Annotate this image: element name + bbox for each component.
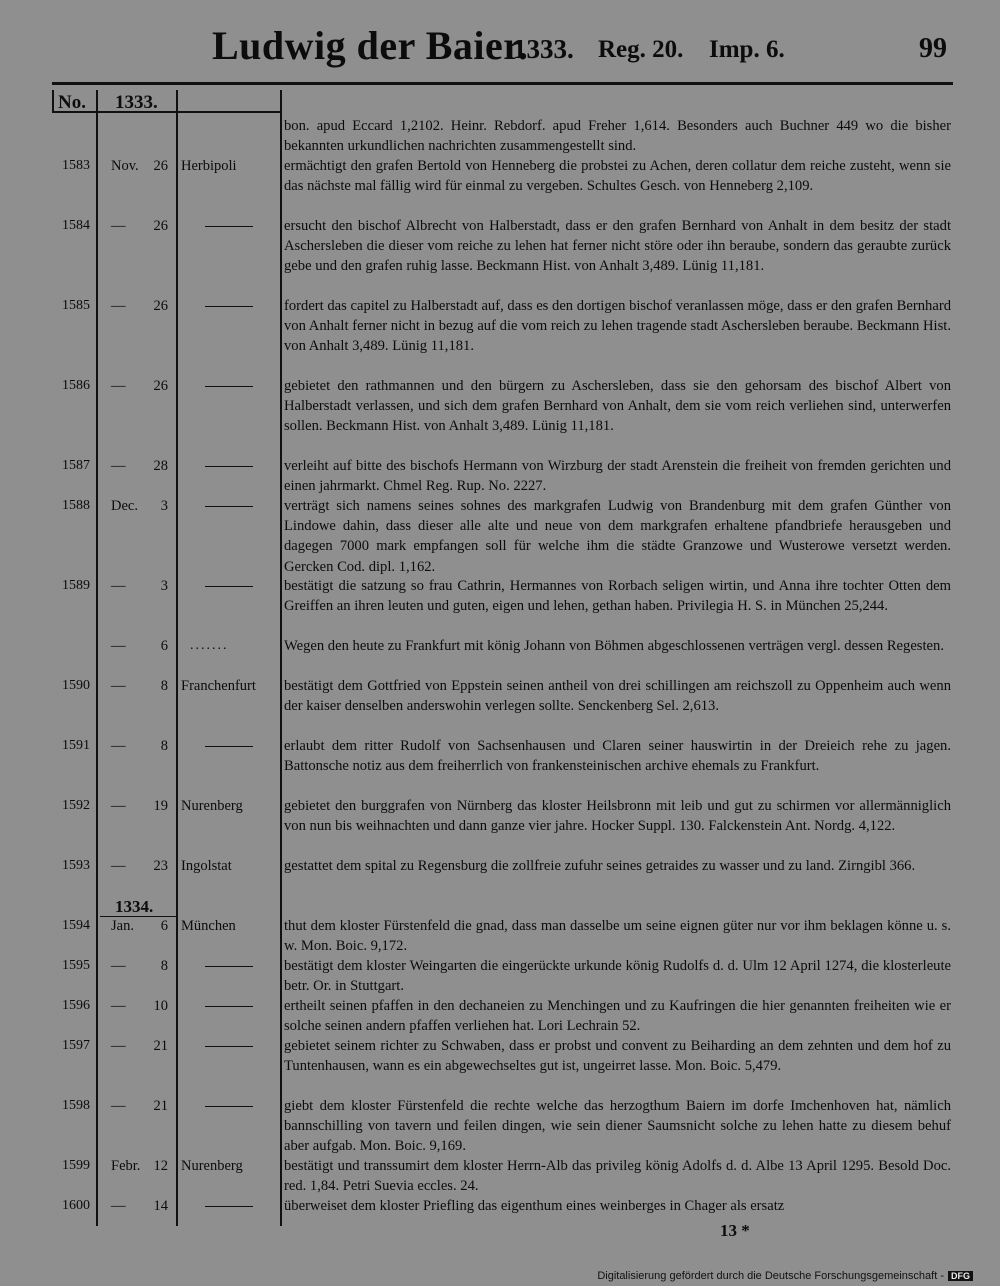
column-divider-3 — [280, 90, 282, 1226]
entry-month: Febr. — [111, 1158, 141, 1174]
entry-day: 21 — [153, 1038, 168, 1054]
entry-text: überweiset dem kloster Priefling das eigenthum eines weinberges in Chager als ersatz — [284, 1198, 785, 1214]
entry-text: ertheilt seinen pfaffen in den dechaneien zu Menchingen und zu Kaufringen die hier genannten freiheiten wie er solche seinen andern pfaffen verliehen hat. Lori Lechrain 52. — [284, 998, 951, 1035]
entry-month: — — [111, 958, 126, 974]
table-border-left — [52, 90, 54, 112]
entry-day: 3 — [160, 498, 168, 514]
entry-day: 26 — [153, 158, 168, 174]
place-ditto-rule — [205, 1046, 253, 1047]
entry-text: verleiht auf bitte des bischofs Hermann von Wirzburg der stadt Arenstein die freiheit von fremden gerichten und einen jahrmarkt. Chmel Reg. Rup. No. 2227. — [284, 458, 951, 495]
entry-text: bestätigt dem Gottfried von Eppstein seinen antheil von drei schillingen am reichszoll zu Oppenheim auch wenn der kaiser denselben anderswohin verlegen sollte. Senckenberg Sel. 2,613. — [284, 678, 951, 715]
entry-month: — — [111, 578, 126, 594]
entry-number: 1598 — [62, 1098, 90, 1113]
entry-number: 1592 — [62, 798, 90, 813]
entry-place: Franchenfurt — [181, 678, 256, 694]
entry-month: — — [111, 738, 126, 754]
entry-text: verträgt sich namens seines sohnes des markgrafen Ludwig von Brandenburg mit dem grafen Günther von Lindowe dahin, dass dieser alle alte und neue von dem markgrafen erhaltene pfandbriefe herausgeben und dagegen 7000 mark empfangen soll für welche ihm die städte Granzowe und Wusterowe versetzt werden. Gercken Cod. dipl. 1,162. — [284, 498, 951, 575]
column-divider-1 — [96, 90, 98, 1226]
entry-text: bon. apud Eccard 1,2102. Heinr. Rebdorf. apud Freher 1,614. Besonders auch Buchner 449 wo die bisher bekannten urkundlichen nachrichten zusammengestellt sind. — [284, 118, 951, 155]
entry-day: 10 — [153, 998, 168, 1014]
signature-mark: 13 * — [720, 1221, 750, 1240]
footer — [597, 1270, 973, 1282]
column-header-no: No. — [58, 92, 86, 113]
entry-number: 1595 — [62, 958, 90, 973]
place-ditto-rule — [205, 1106, 253, 1107]
place-ditto-rule — [205, 306, 253, 307]
entry-place: Ingolstat — [181, 858, 232, 874]
entry-month: — — [111, 638, 126, 654]
entry-text: gestattet dem spital zu Regensburg die zollfreie zufuhr seines getraides zu wasser und zu land. Zirngibl 366. — [284, 858, 916, 874]
entry-month: — — [111, 458, 126, 474]
entry-number: 1590 — [62, 678, 90, 693]
entry-month: — — [111, 1038, 126, 1054]
place-ditto-rule — [205, 966, 253, 967]
entry-month: — — [111, 298, 126, 314]
entry-text: bestätigt und transsumirt dem kloster Herrn-Alb das privileg könig Adolfs d. d. Albe 13 April 1295. Besold Doc. red. 1,84. Petri Suevia eccles. 24. — [284, 1158, 951, 1195]
entry-place: München — [181, 918, 236, 934]
entry-day: 14 — [153, 1198, 168, 1214]
place-ditto-rule — [205, 506, 253, 507]
entry-number: 1593 — [62, 858, 90, 873]
entry-day: 8 — [160, 678, 168, 694]
entry-number: 1584 — [62, 218, 90, 233]
entry-place: ....... — [190, 638, 229, 653]
entry-day: 8 — [160, 738, 168, 754]
entry-number: 1596 — [62, 998, 90, 1013]
entry-month: — — [111, 218, 126, 234]
entry-month: — — [111, 798, 126, 814]
entry-number: 1599 — [62, 1158, 90, 1173]
place-ditto-rule — [205, 1206, 253, 1207]
entry-text: ersucht den bischof Albrecht von Halberstadt, dass er den grafen Bernhard von Anhalt in dem besitz der stadt Aschersleben die dieser vom reiche zu lehen hat ferner nicht störe oder ihn beraube, sondern das geraubte zurück gebe und den grafen ruhig lasse. Beckmann Hist. von Anhalt 3,489. Lünig 11,181. — [284, 218, 951, 275]
footer-text: Digitalisierung gefördert durch die Deutsche Forschungsgemeinschaft - — [597, 1270, 944, 1282]
entry-text: gebietet den burggrafen von Nürnberg das kloster Heilsbronn mit leib und gut zu schirmen vor allermänniglich von nun bis weihnachten und dann ganze vier jahre. Hocker Suppl. 130. Falckenstein Ant. Nordg. 4,122. — [284, 798, 951, 835]
column-header-rule — [52, 111, 280, 113]
place-ditto-rule — [205, 746, 253, 747]
entry-month: Nov. — [111, 158, 139, 174]
page-number: 99 — [919, 33, 947, 64]
entry-number: 1585 — [62, 298, 90, 313]
page-header — [0, 0, 1000, 90]
place-ditto-rule — [205, 386, 253, 387]
header-year: 1333. — [513, 34, 574, 64]
entry-text: thut dem kloster Fürstenfeld die gnad, dass man dasselbe um seine eignen güter nur vor ihm beklagen könne u. s. w. Mon. Boic. 9,172. — [284, 918, 951, 955]
entry-number: 1588 — [62, 498, 90, 513]
entry-text: gebietet seinem richter zu Schwaben, dass er probst und convent zu Beiharding an dem zehnten und dem hof zu Tuntenhausen, wann es ein abgewechseltes gut ist, ungeirret lasse. Mon. Boic. 5,479. — [284, 1038, 951, 1075]
entry-day: 21 — [153, 1098, 168, 1114]
entry-month: — — [111, 1098, 126, 1114]
place-ditto-rule — [205, 466, 253, 467]
entry-day: 12 — [153, 1158, 168, 1174]
entry-place: Nurenberg — [181, 798, 243, 814]
entry-day: 26 — [153, 218, 168, 234]
entry-month: — — [111, 998, 126, 1014]
entry-number: 1591 — [62, 738, 90, 753]
entry-number: 1587 — [62, 458, 90, 473]
entry-text: Wegen den heute zu Frankfurt mit könig Johann von Böhmen abgeschlossenen verträgen vergl. dessen Regesten. — [284, 638, 944, 654]
entry-day: 3 — [160, 578, 168, 594]
entry-text: gebietet den rathmannen und den bürgern zu Aschersleben, dass sie den gehorsam des bischof Albert von Halberstadt verlassen, und sich dem grafen Bernhard von Anhalt, dem sie vom reich verliehen sind, unterwerfen sollen. Beckmann Hist. von Anhalt 3,489. Lünig 11,181. — [284, 378, 951, 435]
header-rule — [52, 82, 953, 85]
entry-day: 6 — [160, 918, 168, 934]
entry-month: Dec. — [111, 498, 138, 514]
entry-text: erlaubt dem ritter Rudolf von Sachsenhausen und Claren seiner hauswirtin in der Dreieich rehe zu jagen. Battonsche notiz aus dem freiherrlich von frankensteinischen archive ehemals zu Frankfurt. — [284, 738, 951, 775]
entry-text: ermächtigt den grafen Bertold von Henneberg die probstei zu Achen, deren collatur dem reiche zusteht, wenn sie das nächste mal fällig wird für einmal zu vergeben. Schultes Gesch. von Henneberg 2,109. — [284, 158, 951, 195]
entry-day: 6 — [160, 638, 168, 654]
entry-number: 1594 — [62, 918, 90, 933]
entry-day: 8 — [160, 958, 168, 974]
entry-text: fordert das capitel zu Halberstadt auf, dass es den dortigen bischof veranlassen möge, dass er den grafen Bernhard von Anhalt ferner nicht in bezug auf die vom reich zu lehen tragende stadt Aschersleben beraube. Beckmann Hist. von Anhalt 3,489. Lünig 11,181. — [284, 298, 951, 355]
header-imp: Imp. 6. — [709, 36, 785, 63]
dfg-logo: DFG — [948, 1271, 973, 1281]
entry-text: bestätigt dem kloster Weingarten die eingerückte urkunde könig Rudolfs d. d. Ulm 12 April 1274, die klosterleute betr. Or. in Stuttgart. — [284, 958, 951, 995]
entry-day: 19 — [153, 798, 168, 814]
place-ditto-rule — [205, 1006, 253, 1007]
year-subheading: 1334. — [115, 897, 154, 916]
place-ditto-rule — [205, 586, 253, 587]
entry-month: Jan. — [111, 918, 134, 934]
header-title: Ludwig der Baier. — [212, 23, 529, 68]
entry-day: 26 — [153, 298, 168, 314]
header-reg: Reg. 20. — [598, 36, 684, 63]
entry-text: bestätigt die satzung so frau Cathrin, Hermannes von Rorbach seligen wirtin, und Anna ihre tochter Otten dem Greiffen an ihren leuten und guten, eigen und lehen, gethan haben. Privilegia H. S. in München 25,244. — [284, 578, 951, 615]
entry-number: 1589 — [62, 578, 90, 593]
column-header-year: 1333. — [115, 92, 158, 113]
entry-day: 26 — [153, 378, 168, 394]
entry-number: 1600 — [62, 1198, 90, 1213]
entry-number: 1583 — [62, 158, 90, 173]
entry-place: Herbipoli — [181, 158, 237, 174]
entry-month: — — [111, 378, 126, 394]
entry-number: 1597 — [62, 1038, 90, 1053]
entry-day: 23 — [153, 858, 168, 874]
entry-month: — — [111, 678, 126, 694]
column-divider-2 — [176, 90, 178, 1226]
entry-month: — — [111, 1198, 126, 1214]
entry-place: Nurenberg — [181, 1158, 243, 1174]
entry-day: 28 — [153, 458, 168, 474]
entry-month: — — [111, 858, 126, 874]
place-ditto-rule — [205, 226, 253, 227]
entry-number: 1586 — [62, 378, 90, 393]
entry-text: giebt dem kloster Fürstenfeld die rechte welche das herzogthum Baiern im dorfe Imchenhoven hat, nämlich bannschilling von tavern und feilen dingen, wie sein diener Saumsnicht solche zu lehen hatte zu diesem behuf aber aufgab. Mon. Boic. 9,169. — [284, 1098, 951, 1155]
